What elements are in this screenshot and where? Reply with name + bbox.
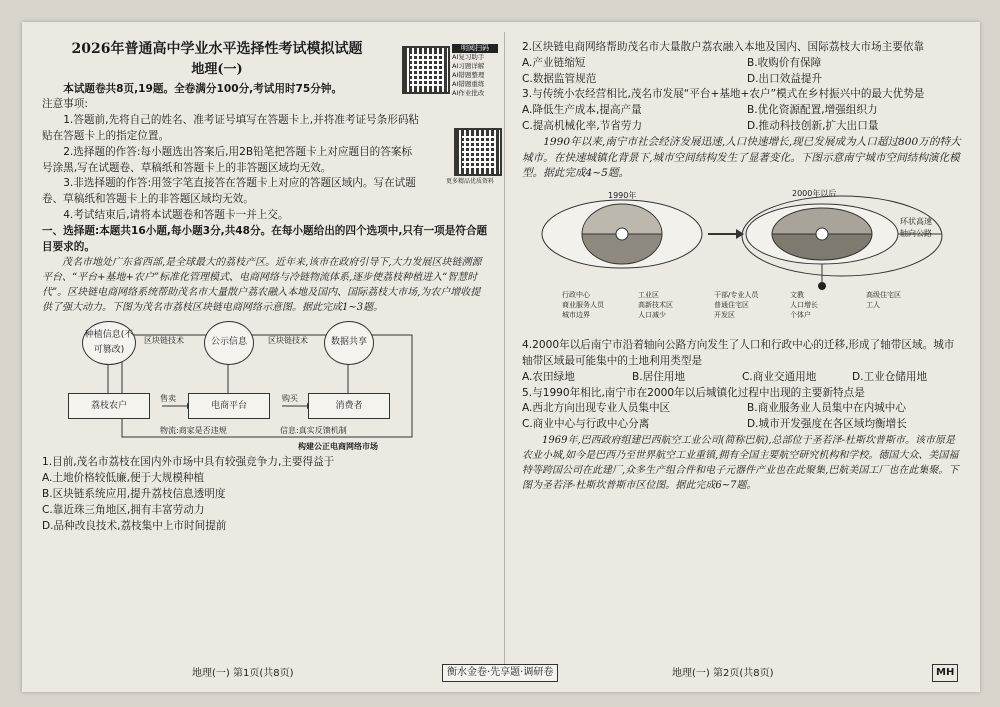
- qr-label-head: 明阅扫码: [452, 44, 498, 53]
- legend-item: 行政中心: [562, 291, 590, 300]
- year-1990-label: 1990年: [608, 191, 637, 201]
- legend-item: 高级住宅区: [866, 291, 901, 300]
- q5-option: D.城市开发强度在各区域均衡增长: [747, 418, 907, 431]
- note-item: 4.考试结束后,请将本试题卷和答题卡一并上交。: [63, 208, 289, 221]
- qr-label: [452, 44, 498, 98]
- exam-title: 2026年普通高中学业水平选择性考试模拟试题: [71, 41, 363, 57]
- diagram-legend: [562, 290, 942, 320]
- qr-label-item: AI错题整理: [452, 71, 485, 79]
- question-5: 5.与1990年相比,南宁市在2000年以后城镇化过程中出现的主要新特点是: [522, 386, 865, 399]
- notes-heading: 注意事项:: [42, 98, 88, 111]
- legend-item: 工人: [866, 301, 880, 310]
- exam-subtitle: 地理(一): [191, 61, 243, 77]
- qr-label-item: AI错题重练: [452, 80, 485, 88]
- q3-option: A.降低生产成本,提高产量: [522, 104, 642, 117]
- series-footer: 衡水金卷·先享题·调研卷: [442, 664, 558, 682]
- q5-option: A.西北方向出现专业人员集中区: [522, 402, 671, 415]
- passage-embraer: 1969年,巴西政府组建巴西航空工业公司(简称巴航),总部位于圣若泽-杜斯坎普斯市。该市原是农业小城,如今是巴西乃至世界航空工业重镇,拥有全国主要航空研究机构和学校。德国大众、美国福特等跨国公司在此建厂,众多生产组合件和电子元器件产业也在此聚集,巴航美国工厂也在此集聚。下图为圣若泽-杜斯坎普斯市区位图。据此完成6~7题。: [522, 434, 959, 491]
- q4-option: D.工业仓储用地: [852, 370, 928, 383]
- passage-nanning: 1990年以来,南宁市社会经济发展迅速,人口快速增长,现已发展成为人口超过800万的特大城市。在快速城镇化背景下,城市空间结构发生了显著变化。下图示意南宁城市空间结构演化模型。据此完成4~5题。: [522, 135, 961, 180]
- q1-option: D.品种改良技术,荔枝集中上市时间提前: [42, 519, 227, 532]
- left-page: [42, 22, 495, 692]
- q2-option: C.数据监管规范: [522, 72, 597, 85]
- q2-option: A.产业链缩短: [522, 56, 586, 69]
- qr-label-item: AI复习助手: [452, 53, 485, 61]
- question-4: 4.2000年以后南宁市沿着轴向公路方向发生了人口和行政中心的迁移,形成了轴带区域。城市轴带区域最可能集中的土地利用类型是: [522, 339, 955, 367]
- q5-options: [522, 401, 962, 433]
- q2-options: [522, 56, 962, 88]
- legend-item: 开发区: [714, 311, 735, 320]
- nanning-structure-diagram: [522, 186, 962, 334]
- axial-road-label: 轴向公路: [900, 229, 932, 239]
- arrow-label: 区块链技术: [144, 336, 184, 346]
- flow-label: 购买: [282, 394, 298, 404]
- exam-sheet: [22, 22, 980, 692]
- q4-options: [522, 370, 962, 386]
- q3-option: C.提高机械化率,节省劳力: [522, 119, 643, 132]
- blockchain-diagram: [42, 321, 490, 451]
- q3-option: B.优化资源配置,增强组织力: [747, 104, 878, 117]
- arrow-label: 区块链技术: [268, 336, 308, 346]
- box-ecommerce: 电商平台: [188, 393, 270, 419]
- legend-item: 干部/专业人员: [714, 291, 759, 300]
- legend-item: 人口减少: [638, 311, 666, 320]
- q4-option: A.农田绿地: [522, 370, 575, 383]
- ring-road-label: 环状高速: [900, 217, 932, 227]
- legend-item: 工业区: [638, 291, 659, 300]
- question-2: 2.区块链电商网络帮助茂名市大量散户荔农融入本地及国内、国际荔枝大市场主要依靠: [522, 41, 925, 53]
- box-farmers: 荔枝农户: [68, 393, 150, 419]
- flow-label: 售卖: [160, 394, 176, 404]
- qr-label-item: AI习题详解: [452, 62, 485, 70]
- circle-data-sharing: 数据共享: [324, 321, 374, 365]
- legend-item: 文教: [790, 291, 804, 300]
- circle-planting-info: 种植信息(不可篡改): [82, 321, 136, 365]
- q3-option: D.推动科技创新,扩大出口量: [747, 119, 879, 132]
- q4-option: C.商业交通用地: [742, 370, 817, 383]
- circle-public-info: 公示信息: [204, 321, 254, 365]
- note-item: 1.答题前,先将自己的姓名、准考证号填写在答题卡上,并将准考证号条形码粘贴在答题卡上的指定位置。: [42, 114, 420, 142]
- box-consumers: 消费者: [308, 393, 390, 419]
- legend-item: 商业服务人员: [562, 301, 604, 310]
- page-divider: [504, 32, 505, 682]
- q4-option: B.居住用地: [632, 370, 686, 383]
- passage-lychee: 茂名市地处广东省西部,是全球最大的荔枝产区。近年来,该市在政府引导下,大力发展区块链溯源平台、“平台+基地+农户”标准化管理模式、电商网络与冷链物流体系,逐步使荔枝种植进入“智慧时代”。区块链电商网络系统帮助茂名市大量散户荔农融入本地及国内、国际荔枝大市场,为农户增收提供了强大动力。下图为茂名市荔枝区块链电商网络示意图。据此完成1~3题。: [42, 257, 482, 314]
- legend-item: 城市边界: [562, 311, 590, 320]
- question-1: 1.目前,茂名市荔枝在国内外市场中具有较强竞争力,主要得益于: [42, 456, 335, 469]
- q1-option: B.区块链系统应用,提升荔枝信息透明度: [42, 487, 226, 500]
- left-footer: 地理(一) 第1页(共8页): [192, 668, 294, 680]
- q2-option: D.出口效益提升: [747, 72, 823, 85]
- section-heading: 一、选择题:本题共16小题,每小题3分,共48分。在每小题给出的四个选项中,只有一项是符合题目要求的。: [42, 224, 488, 253]
- q5-option: C.商业中心与行政中心分离: [522, 418, 650, 431]
- q5-option: B.商业服务业人员集中在内城中心: [747, 402, 906, 415]
- exam-intro: 本试题卷共8页,19题。全卷满分100分,考试用时75分钟。: [63, 82, 343, 95]
- legend-item: 高新技术区: [638, 301, 673, 310]
- legend-item: 个体户: [790, 311, 811, 320]
- legend-item: 普通住宅区: [714, 301, 749, 310]
- diagram-caption: 构建公正电商网络市场: [298, 442, 378, 452]
- bottom-label: 信息:真实反馈机制: [280, 426, 347, 436]
- question-3: 3.与传统小农经营相比,茂名市发展“平台+基地+农户”模式在乡村振兴中的最大优势是: [522, 88, 925, 101]
- q1-option: A.土地价格较低廉,便于大规模种植: [42, 472, 205, 485]
- q3-options: [522, 103, 962, 135]
- q1-option: C.靠近珠三角地区,拥有丰富劳动力: [42, 503, 205, 516]
- note-item: 2.选择题的作答:每小题选出答案后,用2B铅笔把答题卡上对应题目的答案标号涂黑,写在试题卷、草稿纸和答题卡上的非答题区域均无效。: [42, 145, 413, 174]
- note-item: 3.非选择题的作答:用签字笔直接答在答题卡上对应的答题区域内。写在试题卷、草稿纸和答题卡上的非答题区域均无效。: [42, 177, 416, 206]
- qr-label-item: AI作业批改: [452, 89, 485, 97]
- bottom-label: 物流:商家是否违规: [160, 426, 227, 436]
- qr-caption: 更多精品优质资料: [446, 178, 495, 185]
- mh-badge: MH: [932, 664, 958, 682]
- right-footer: 地理(一) 第2页(共8页): [672, 668, 774, 680]
- year-2000-label: 2000年以后: [792, 189, 837, 199]
- q2-option: B.收购价有保障: [747, 56, 822, 69]
- legend-item: 人口增长: [790, 301, 818, 310]
